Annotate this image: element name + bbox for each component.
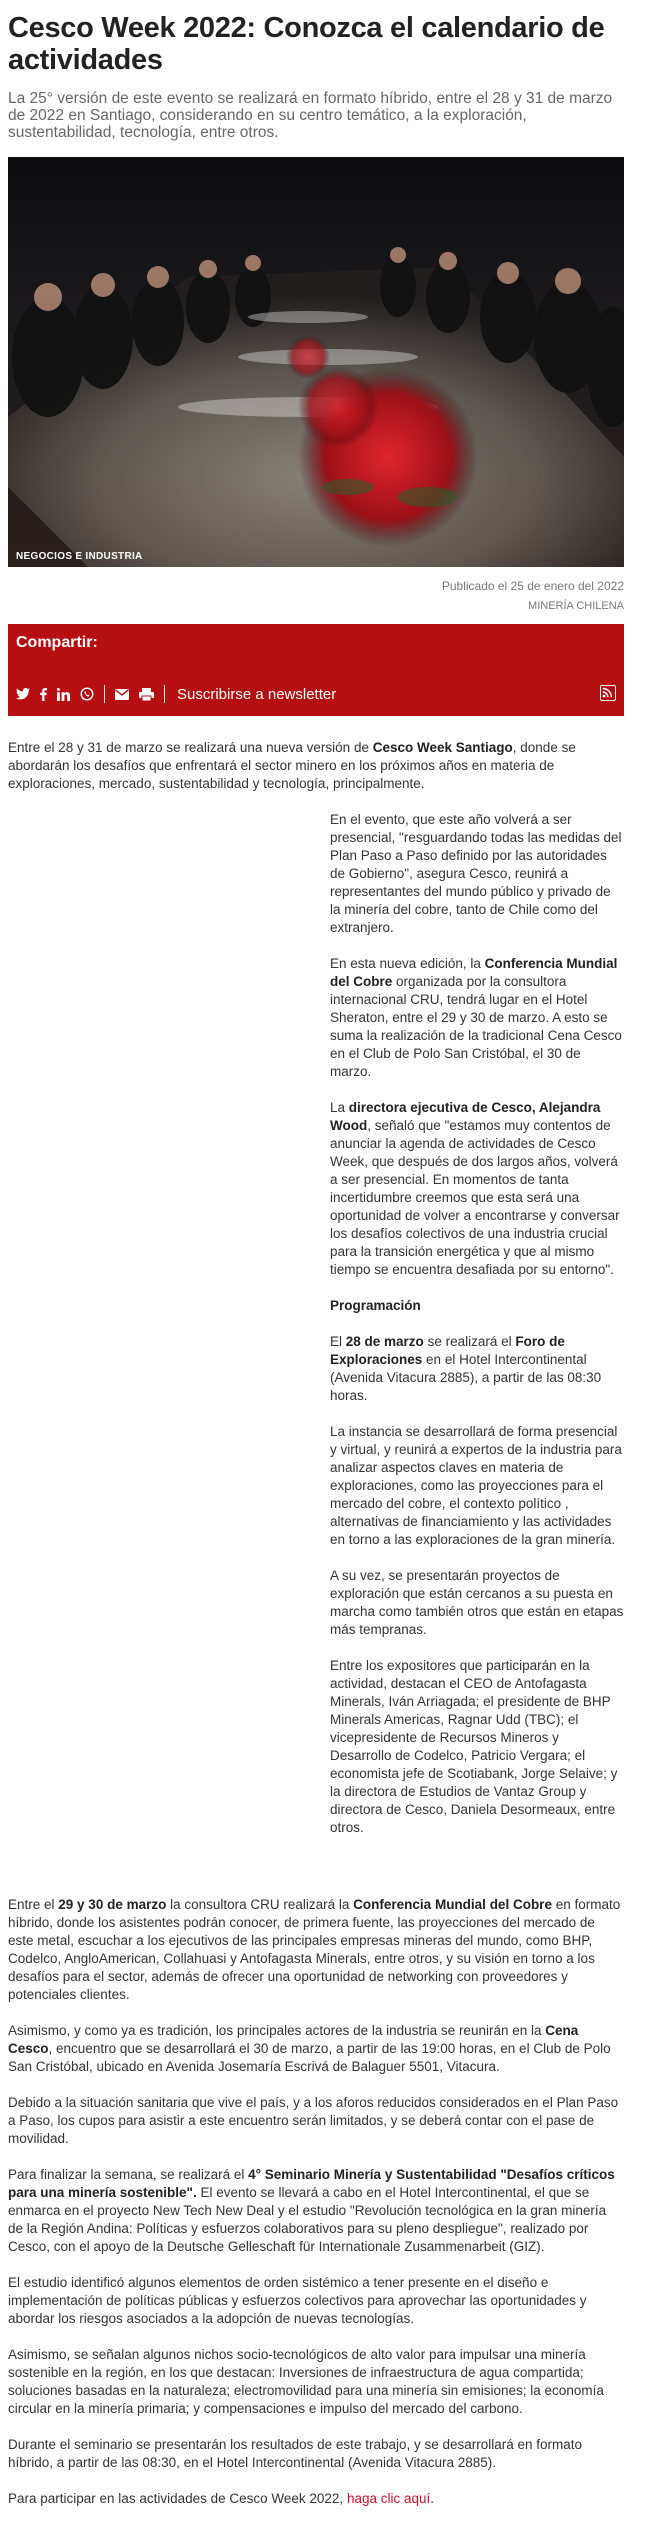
paragraph: A su vez, se presentarán proyectos de exploración que están cercanos a su puesta en marcha como también otros que están en etapas más tempranas. [330,1568,624,1637]
email-icon[interactable] [115,685,129,703]
paragraph: Entre el 29 y 30 de marzo la consultora CRU realizará la Conferencia Mundial del Cobre en formato híbrido, donde los asistentes podrán conocer, de primera fuente, las proyecciones del mercado de este metal, escuchar a los ejecutivos de las principales empresas mineras del mundo, como BHP, Codelco, AngloAmerican, Collahuasi y Antofagasta Minerals, entre otros, y su visión en torno a los desafíos para el sector, además de ofrecer una oportunidad de networking con proveedores y potenciales clientes. [8,1897,621,2002]
print-icon[interactable] [139,685,154,703]
rss-icon[interactable] [600,685,616,701]
article-source: MINERÍA CHILENA [528,600,624,612]
article-hero-image [8,157,624,567]
paragraph: La directora ejecutiva de Cesco, Alejandra Wood, señaló que "estamos muy contentos de anunciar la agenda de actividades de Cesco Week, que después de dos largos años, volverá a ser presencial. En momentos de tanta incertidumbre creemos que esta será una oportunidad de volver a encontrarse y conversar los desafíos colectivos de una industria crucial para la transición energética y que al mismo tiempo se encuentra desafiada por su entorno". [330,1100,620,1277]
publish-date: Publicado el 25 de enero del 2022 [441,579,624,593]
article-title: Cesco Week 2022: Conozca el calendario de actividades [8,12,605,76]
share-divider [104,685,105,703]
facebook-icon[interactable] [40,685,47,703]
banquet-photo [8,157,624,567]
paragraph: La instancia se desarrollará de forma presencial y virtual, y reunirá a expertos de la industria para analizar aspectos claves en materia de exploraciones, como las proyecciones para el mercado del cobre, el contexto político , alternativas de financiamiento y las actividades en torno a las exploraciones de la gran minería. [330,1424,622,1547]
paragraph: Asimismo, se señalan algunos nichos socio-tecnológicos de alto valor para impulsar una minería sostenible en la región, en los que destacan: Inversiones de infraestructura de agua compartida; soluciones basadas en la naturaleza; electromovilidad para una minería sin emisiones; la economía circular en la minería primaria; y compensaciones e impulso del mercado del carbono. [8,2347,604,2416]
section-heading: Programación [330,1298,421,1313]
paragraph: Debido a la situación sanitaria que vive el país, y a los aforos reducidos considerados en el Plan Paso a Paso, los cupos para asistir a este encuentro serán limitados, y se deberá contar con el pase de movilidad. [8,2095,619,2146]
paragraph: Para participar en las actividades de Cesco Week 2022, haga clic aquí. [8,2491,435,2506]
paragraph: En el evento, que este año volverá a ser presencial, "resguardando todas las medidas del Plan Paso a Paso definido por las autoridades de Gobierno", asegura Cesco, reunirá a representantes del mundo público y privado de la minería del cobre, tanto de Chile como del extranjero. [330,812,622,935]
paragraph: Asimismo, y como ya es tradición, los principales actores de la industria se reunirán en la Cena Cesco, encuentro que se desarrollará el 30 de marzo, a partir de las 19:00 horas, en el Club de Polo San Cristóbal, ubicado en Avenida Josemaría Escrivá de Balaguer 5501, Vitacura. [8,2023,611,2074]
paragraph: Durante el seminario se presentarán los resultados de este trabajo, y se desarrollará en formato híbrido, a partir de las 08:30, en el Hotel Intercontinental (Avenida Vitacura 2885). [8,2437,583,2470]
image-caption: NEGOCIOS E INDUSTRIA [16,551,143,562]
article-subtitle: La 25° versión de este evento se realizará en formato híbrido, entre el 28 y 31 de marzo de 2022 en Santiago, considerando en su centro temático, a la exploración, sustentabilidad, tecnología, entre otros. [8,90,613,141]
intro-paragraph: Entre el 28 y 31 de marzo se realizará una nueva versión de Cesco Week Santiago, donde se abordarán los desafíos que enfrentará el sector minero en los próximos años en materia de exploraciones, mercado, sustentabilidad y tecnología, principalmente. [8,740,576,791]
whatsapp-icon[interactable] [80,685,94,703]
paragraph: Para finalizar la semana, se realizará el 4° Seminario Minería y Sustentabilidad "Desafíos críticos para una minería sostenible". El evento se llevará a cabo en el Hotel Intercontinental, el que se enmarca en el proyecto New Tech New Deal y el estudio "Revolución tecnológica en la gran minería de la Región Andina: Políticas y esfuerzos colaborativos para su pleno despliegue", realizado por Cesco, con el apoyo de la Deutsche Gelleschaft für Internationale Zusammenarbeit (GIZ). [8,2167,615,2254]
article-body [8,739,624,2508]
paragraph: Entre los expositores que participarán en la actividad, destacan el CEO de Antofagasta Minerals, Iván Arriagada; el presidente de BHP Minerals Americas, Ragnar Udd (TBC); el vicepresidente de Recursos Mineros y Desarrollo de Codelco, Patricio Vergara; el economista jefe de Scotiabank, Jorge Selaive; y la directora de Estudios de Vantaz Group y directora de Cesco, Daniela Desormeaux, entre otros. [330,1658,618,1835]
share-bar [8,624,624,716]
newsletter-link[interactable]: Suscribirse a newsletter [177,685,337,703]
paragraph: En esta nueva edición, la Conferencia Mundial del Cobre organizada por la consultora internacional CRU, tendrá lugar en el Hotel Sheraton, entre el 29 y 30 de marzo. A esto se suma la realización de la tradicional Cena Cesco en el Club de Polo San Cristóbal, el 30 de marzo. [330,956,622,1079]
register-link[interactable]: haga clic aquí [346,2491,431,2506]
paragraph: El estudio identificó algunos elementos de orden sistémico a tener presente en el diseño e implementación de políticas públicas y esfuerzos colectivos para aprovechar las oportunidades y abordar los riesgos asociados a la adopción de nuevas tecnologías. [8,2275,587,2326]
twitter-icon[interactable] [16,685,30,703]
share-title: Compartir: [16,634,98,651]
linkedin-icon[interactable] [57,685,70,703]
share-buttons [16,684,616,704]
paragraph: El 28 de marzo se realizará el Foro de Exploraciones en el Hotel Intercontinental (Avenida Vitacura 2885), a partir de las 08:30 horas. [330,1334,602,1403]
share-divider [164,685,165,703]
empty-left-column [8,811,330,1896]
